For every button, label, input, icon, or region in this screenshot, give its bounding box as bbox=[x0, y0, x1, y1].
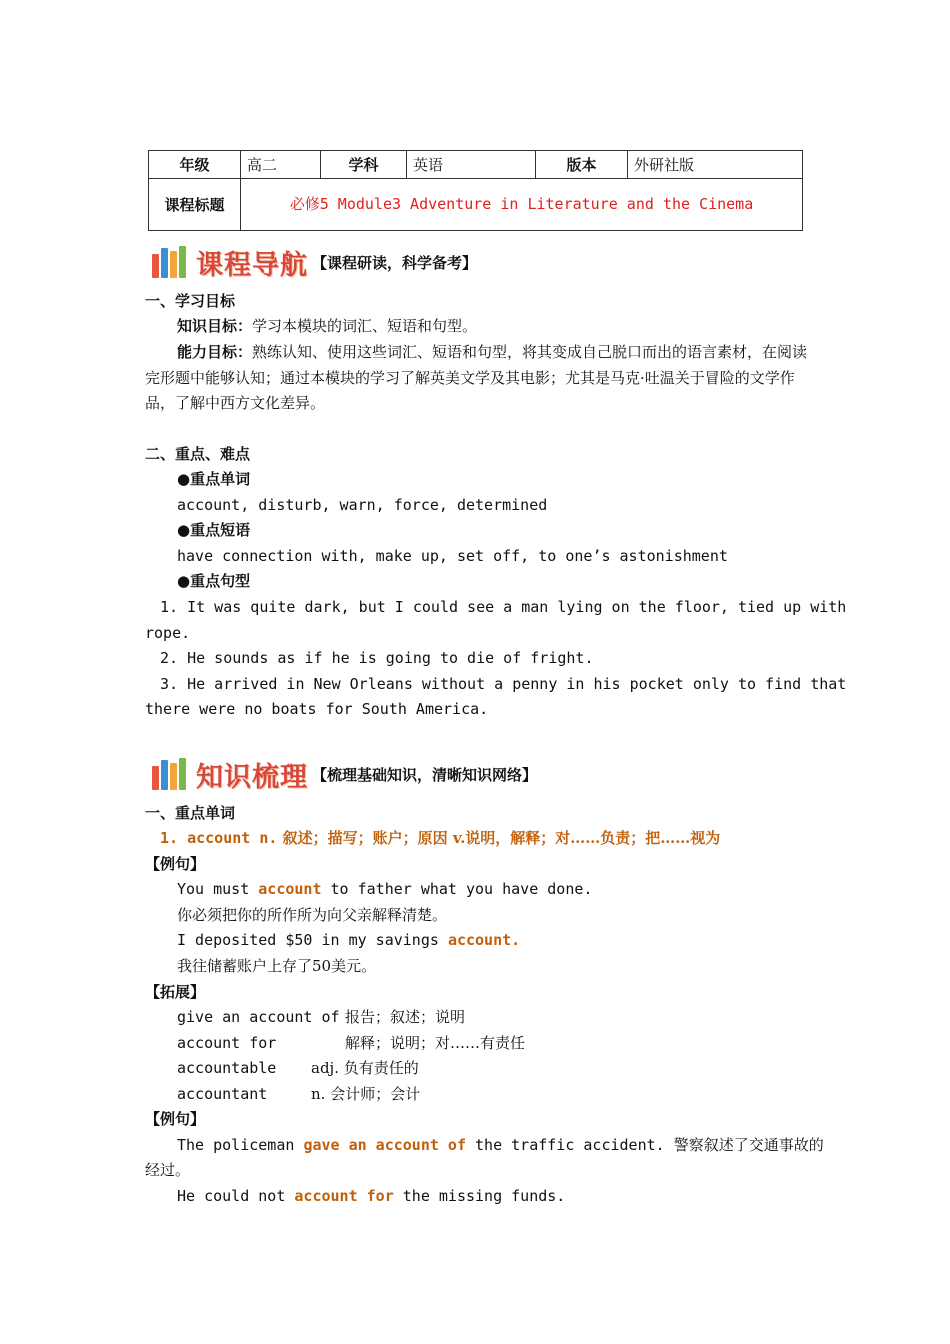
section-heading: 一、学习目标 bbox=[145, 292, 236, 310]
grade-value: 高二 bbox=[241, 151, 321, 179]
key-words: account, disturb, warn, force, determined bbox=[177, 496, 548, 514]
example-label: 【例句】 bbox=[145, 1110, 206, 1128]
sentence-3-cont: there were no boats for South America. bbox=[145, 700, 489, 718]
banner-title: 课程导航 bbox=[196, 249, 308, 281]
key-phrases-label: ●重点短语 bbox=[177, 521, 251, 539]
key-words-label: ●重点单词 bbox=[177, 470, 251, 488]
extension-item: give an account of bbox=[177, 1008, 340, 1026]
section-heading: 二、重点、难点 bbox=[145, 445, 251, 463]
extension-meaning: 解释；说明；对……有责任 bbox=[345, 1034, 526, 1052]
subject-value: 英语 bbox=[407, 151, 536, 179]
key-phrases: have connection with, make up, set off, to one’s astonishment bbox=[177, 547, 728, 565]
sentence-3: 3. He arrived in New Orleans without a penny in his pocket only to find that bbox=[160, 675, 847, 693]
ability-goal: 能力目标：熟练认知、使用这些词汇、短语和句型，将其变成自己脱口而出的语言素材，在阅读完形题中能够认知；通过本模块的学习了解英美文学及其电影；尤其是马克·吐温关于冒险的文学作品，了解中西方文化差异。 bbox=[145, 343, 808, 412]
banner-subtitle: 【梳理基础知识，清晰知识网络】 bbox=[312, 765, 538, 784]
extension-item: accountant bbox=[177, 1085, 268, 1103]
grade-label: 年级 bbox=[149, 151, 241, 179]
subject-label: 学科 bbox=[321, 151, 407, 179]
extension-meaning: 报告；叙述；说明 bbox=[345, 1008, 466, 1026]
example-sentence: I deposited $50 in my savings account. bbox=[177, 931, 521, 949]
example-sentence: He could not account for the missing funds. bbox=[177, 1187, 566, 1205]
extension-label: 【拓展】 bbox=[145, 983, 206, 1001]
banner-title: 知识梳理 bbox=[196, 761, 308, 793]
course-navigation-banner bbox=[152, 242, 477, 282]
example-translation: 你必须把你的所作所为向父亲解释清楚。 bbox=[177, 906, 448, 924]
knowledge-goal: 知识目标：学习本模块的词汇、短语和句型。 bbox=[177, 317, 478, 335]
example-label: 【例句】 bbox=[145, 855, 206, 873]
example-translation: 我往储蓄账户上存了50美元。 bbox=[177, 957, 377, 975]
extension-meaning: adj. 负有责任的 bbox=[311, 1059, 419, 1077]
banner-subtitle: 【课程研读，科学备考】 bbox=[312, 253, 478, 272]
example-sentence: You must account to father what you have done. bbox=[177, 880, 593, 898]
course-title: 必修5 Module3 Adventure in Literature and the Cinema bbox=[241, 179, 803, 231]
sentence-2: 2. He sounds as if he is going to die of fright. bbox=[160, 649, 594, 667]
sentence-1-cont: rope. bbox=[145, 624, 191, 642]
books-icon bbox=[152, 758, 188, 790]
edition-value: 外研社版 bbox=[628, 151, 803, 179]
edition-label: 版本 bbox=[536, 151, 628, 179]
books-icon bbox=[152, 246, 188, 278]
extension-item: account for bbox=[177, 1034, 277, 1052]
extension-item: accountable bbox=[177, 1059, 277, 1077]
knowledge-review-banner bbox=[152, 754, 537, 794]
course-info-table bbox=[148, 150, 803, 231]
example-translation-cont: 经过。 bbox=[145, 1161, 191, 1179]
section-heading: 一、重点单词 bbox=[145, 804, 236, 822]
extension-meaning: n. 会计师；会计 bbox=[311, 1085, 421, 1103]
course-title-label: 课程标题 bbox=[149, 179, 241, 231]
entry-account: 1. account n. 叙述；描写；账户；原因 v.说明，解释；对……负责；把……视为 bbox=[160, 829, 721, 847]
sentence-1: 1. It was quite dark, but I could see a man lying on the floor, tied up with bbox=[160, 598, 847, 616]
key-sentences-label: ●重点句型 bbox=[177, 572, 251, 590]
example-sentence: The policeman gave an account of the traffic accident. 警察叙述了交通事故的 bbox=[177, 1136, 824, 1154]
